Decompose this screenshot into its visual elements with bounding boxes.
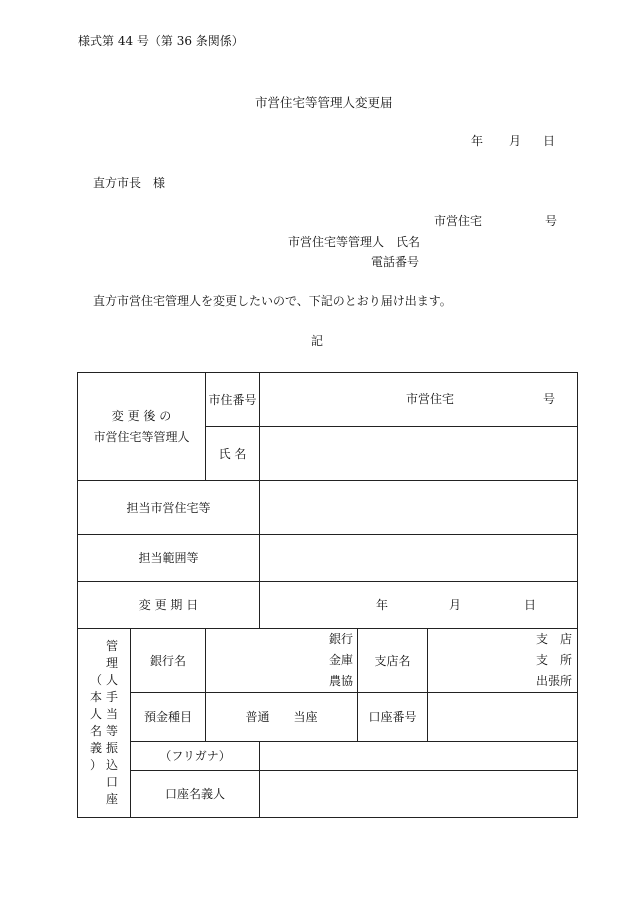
applicant-housing-no: 号 — [545, 214, 558, 228]
bank-type-shinkin: 金庫 — [329, 653, 354, 667]
new-manager-label-cell — [78, 373, 206, 481]
branch-label: 支店名 — [374, 653, 411, 668]
bank-type-nokyo: 農協 — [329, 674, 354, 688]
housing-no-unit: 号 — [543, 392, 556, 406]
account-holder-label-cell — [131, 771, 260, 818]
assigned-housing-label-cell — [78, 481, 260, 535]
bank-section-note: （ 本 人 名 義 ） — [89, 673, 102, 772]
date-year: 年 — [471, 134, 484, 148]
date-month: 月 — [509, 134, 522, 148]
assigned-housing-value-cell[interactable] — [260, 481, 578, 535]
body-text: 直方市営住宅管理人を変更したいので、下記のとおり届け出ます。 — [93, 294, 452, 308]
branch-value-cell[interactable] — [428, 629, 578, 693]
bank-type-bank: 銀行 — [329, 632, 354, 646]
account-number-label-cell — [358, 693, 428, 742]
change-date-year: 年 — [376, 598, 389, 612]
deposit-type-options: 普通 当座 — [245, 710, 318, 724]
change-date-label: 変 更 期 日 — [138, 598, 199, 612]
housing-number-value-cell — [260, 373, 578, 427]
name-label: 氏 名 — [218, 446, 247, 461]
change-date-month: 月 — [449, 598, 462, 612]
assigned-scope-label: 担当範囲等 — [138, 551, 199, 565]
deposit-type-label-cell — [131, 693, 206, 742]
bank-name-label-cell — [131, 629, 206, 693]
branch-label-cell — [358, 629, 428, 693]
bank-section-title: 管 理 人 手 当 等 振 込 口 座 — [106, 639, 119, 806]
account-number-value-cell[interactable] — [428, 693, 578, 742]
furigana-label-cell — [131, 742, 260, 771]
name-value-cell[interactable] — [260, 427, 578, 481]
housing-number-label-cell — [206, 373, 260, 427]
deposit-type-label: 預金種目 — [144, 710, 193, 724]
bank-section-label-cell — [78, 629, 131, 818]
bank-name-label: 銀行名 — [150, 653, 187, 668]
date-day: 日 — [543, 134, 556, 148]
assigned-scope-value-cell[interactable] — [260, 535, 578, 582]
change-form-table — [77, 372, 578, 818]
furigana-value-cell[interactable] — [260, 742, 578, 771]
assigned-housing-label: 担当市営住宅等 — [126, 500, 211, 515]
branch-type-shutchojo: 出張所 — [536, 674, 573, 688]
account-holder-label: 口座名義人 — [165, 787, 226, 801]
housing-value: 市営住宅 — [406, 392, 455, 406]
account-holder-value-cell[interactable] — [260, 771, 578, 818]
branch-type-shisho: 支 所 — [536, 653, 573, 667]
bank-name-value-cell[interactable] — [206, 629, 358, 693]
addressee: 直方市長 様 — [93, 176, 166, 190]
branch-type-shiten: 支 店 — [536, 632, 573, 646]
new-manager-label-line1: 変 更 後 の — [111, 408, 172, 423]
form-number: 様式第 44 号（第 36 条関係） — [78, 34, 244, 48]
applicant-housing: 市営住宅 — [434, 214, 483, 228]
change-date-label-cell — [78, 582, 260, 629]
ki-label: 記 — [311, 334, 324, 348]
name-label-cell — [206, 427, 260, 481]
account-number-label: 口座番号 — [368, 710, 417, 724]
housing-number-label: 市住番号 — [208, 392, 257, 407]
deposit-type-value-cell[interactable] — [206, 693, 358, 742]
assigned-scope-label-cell — [78, 535, 260, 582]
applicant-phone-label: 電話番号 — [371, 255, 420, 269]
change-date-day: 日 — [524, 598, 537, 612]
applicant-manager-name-label: 市営住宅等管理人 氏名 — [288, 235, 421, 249]
change-date-value-cell[interactable] — [260, 582, 578, 629]
new-manager-label-line2: 市営住宅等管理人 — [93, 429, 190, 444]
form-title: 市営住宅等管理人変更届 — [255, 95, 393, 110]
furigana-label: （フリガナ） — [159, 749, 231, 763]
